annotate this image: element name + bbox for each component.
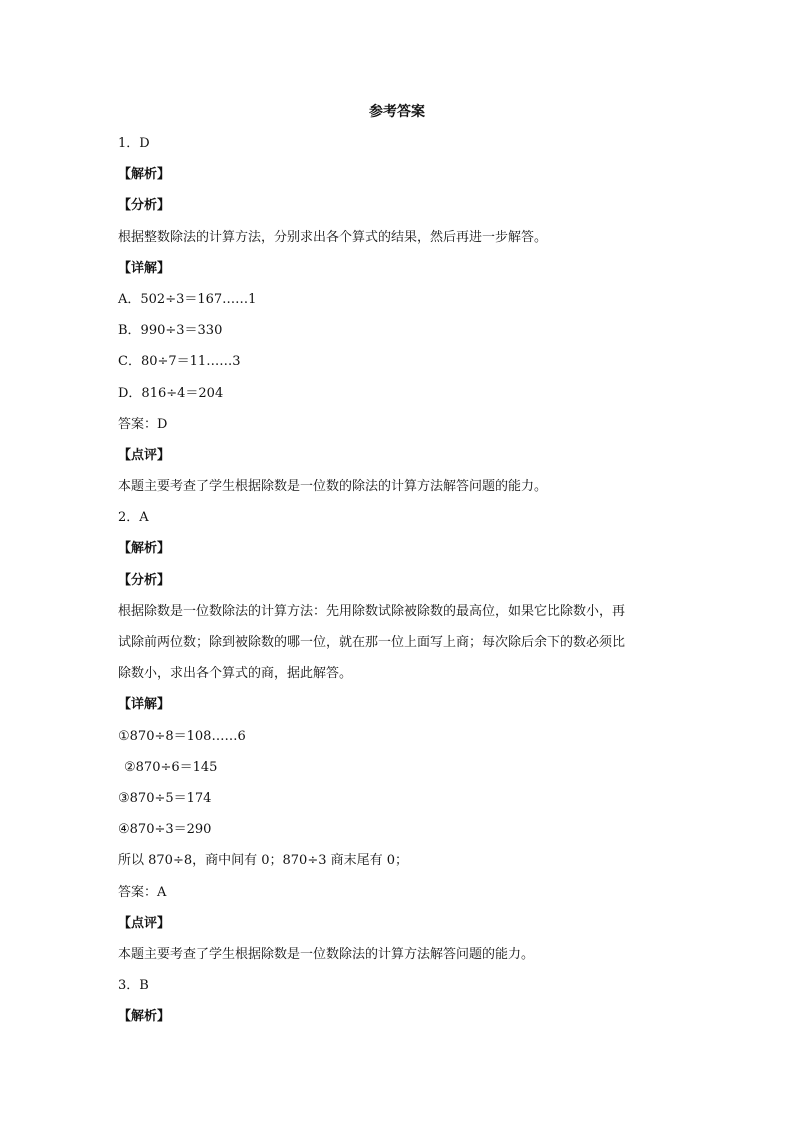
answer-body xyxy=(118,133,698,1037)
text-line: 1．D xyxy=(118,136,150,151)
text-line: 除数小，求出各个算式的商，据此解答。 xyxy=(118,666,353,682)
section-heading: 【详解】 xyxy=(118,260,171,276)
text-line: D．816÷4＝204 xyxy=(118,385,224,401)
text-line: ②870÷6＝145 xyxy=(124,759,218,775)
text-line: ①870÷8＝108……6 xyxy=(118,728,246,744)
text-line: 根据整数除法的计算方法，分别求出各个算式的结果，然后再进一步解答。 xyxy=(118,229,548,245)
text-line: ④870÷3＝290 xyxy=(118,822,212,838)
text-line: 3．B xyxy=(118,978,149,994)
text-line: 2．A xyxy=(118,510,149,526)
text-line: ③870÷5＝174 xyxy=(118,790,212,806)
section-heading: 【点评】 xyxy=(118,915,171,931)
text-line: 本题主要考查了学生根据除数是一位数的除法的计算方法解答问题的能力。 xyxy=(118,479,548,495)
text-line: 答案：A xyxy=(118,884,167,900)
text-line: B．990÷3＝330 xyxy=(118,323,223,339)
text-line: 答案：D xyxy=(118,416,168,432)
section-heading: 【分析】 xyxy=(118,198,171,214)
text-line: 根据除数是一位数除法的计算方法：先用除数试除被除数的最高位，如果它比除数小，再 xyxy=(118,603,626,619)
page-title: 参考答案 xyxy=(369,104,425,120)
text-line: 所以 870÷8，商中间有 0；870÷3 商末尾有 0； xyxy=(118,853,409,869)
text-line: 试除前两位数；除到被除数的哪一位，就在那一位上面写上商；每次除后余下的数必须比 xyxy=(118,635,626,650)
section-heading: 【解析】 xyxy=(118,167,171,183)
section-heading: 【解析】 xyxy=(118,541,171,557)
text-line: A．502÷3＝167……1 xyxy=(118,291,257,307)
text-line: C．80÷7＝11……3 xyxy=(118,354,241,370)
section-heading: 【分析】 xyxy=(118,572,171,588)
section-heading: 【详解】 xyxy=(118,697,171,713)
section-heading: 【点评】 xyxy=(118,447,171,463)
section-heading: 【解析】 xyxy=(118,1009,171,1025)
text-line: 本题主要考查了学生根据除数是一位数除法的计算方法解答问题的能力。 xyxy=(118,946,535,962)
